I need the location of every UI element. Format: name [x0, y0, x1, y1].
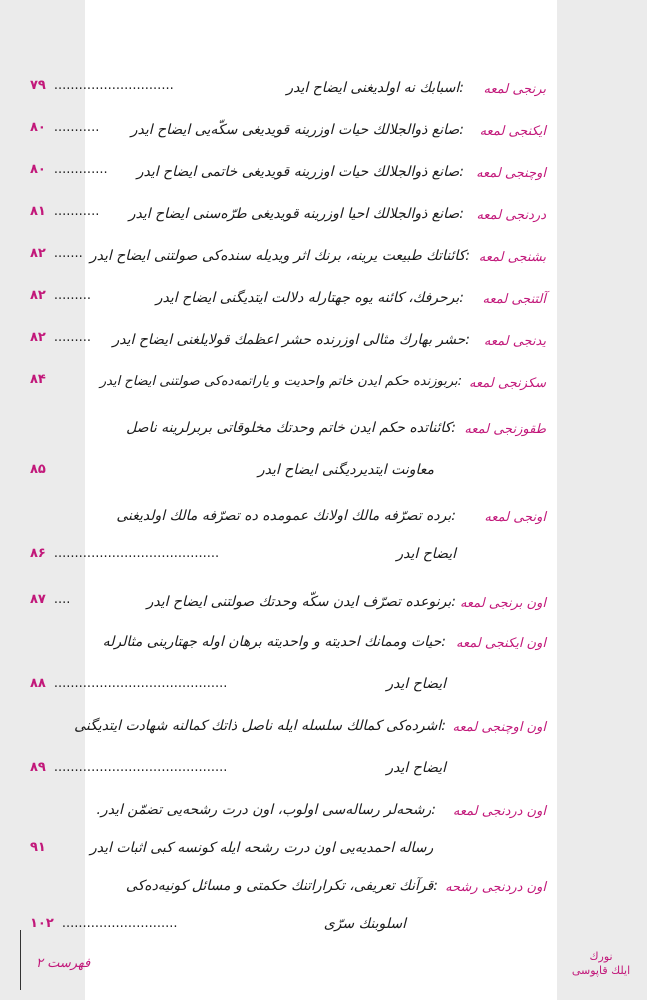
book-title-line2: ایلك قاپوسی [571, 964, 631, 977]
toc-entry[interactable] [30, 288, 546, 318]
page-leader [30, 840, 54, 855]
toc-entry[interactable] [30, 372, 546, 402]
page-number: ۸۲ [30, 246, 46, 261]
page-leader: ۸۰ ............. [30, 162, 108, 177]
book-title [565, 950, 637, 978]
page-number: ۸۴ [30, 372, 46, 387]
page-number: ۸۲ [30, 288, 46, 303]
toc-entry[interactable] [30, 162, 546, 192]
page-number: ۸۲ [30, 330, 46, 345]
page-leader: ۸۶ ........................................ [30, 546, 220, 561]
footer-page-number: ۲ [36, 956, 43, 971]
page-leader: ۸۱ ........... [30, 204, 100, 219]
entry-text: :صانع ذوالجلالك حیات اوزرینه قویدیغی خاتمی ایضاح ایدر [136, 164, 464, 180]
entry-label: آلتنجی لمعه [482, 292, 546, 307]
entry-label: برنجی لمعه [483, 82, 546, 97]
page-leader: ۱۰۲ ............................ [30, 916, 178, 931]
toc-entry[interactable] [30, 204, 546, 234]
page-leader: ۸۰ ........... [30, 120, 100, 135]
page-leader: ۷۹ ............................. [30, 78, 174, 93]
toc-entry[interactable] [30, 800, 546, 870]
page-number: ۸۸ [30, 676, 46, 691]
footer-divider [20, 930, 21, 990]
entry-text: :اشرده‌كی كمالك سلسله ایله ناصل ذاتك كمالنه شهادت ایتدیگنی [74, 718, 446, 734]
entry-text: :صانع ذوالجلالك احیا اوزرینه قویدیغی طرّه‌سنی ایضاح ایدر [128, 206, 464, 222]
page-leader: ۸۷ .... [30, 592, 71, 607]
page-number: ۸۰ [30, 120, 46, 135]
page-leader: ۸۹ .......................................... [30, 760, 228, 775]
entry-text: :قرآنك تعریفی، تكراراتنك حكمتی و مسائل كونیه‌ده‌كی [125, 878, 438, 894]
entry-label: طقوزنجی لمعه [464, 422, 546, 437]
entry-text: :اسبابك نه اولدیغنی ایضاح ایدر [286, 80, 464, 96]
entry-text: :حیات وممانك احدیته و واحدیته برهان اوله جهتارینی مثالرله [102, 634, 446, 650]
entry-text: :كائناتده حكم ایدن خاتم وحدتك مخلوقاتی بربرلرینه ناصل [126, 420, 456, 436]
page-leader: ۸۸ .......................................... [30, 676, 228, 691]
page-number: ۸۵ [30, 462, 46, 477]
entry-label: اون اوچنجی لمعه [452, 720, 546, 735]
entry-label: سكزنجی لمعه [469, 376, 546, 391]
entry-label: یدنجی لمعه [483, 334, 546, 349]
toc-entry[interactable] [30, 506, 546, 576]
entry-label: اون دردنجی لمعه [452, 804, 546, 819]
toc-entry[interactable] [30, 632, 546, 702]
entry-label: ایكنجی لمعه [479, 124, 546, 139]
page-leader: ۸۲ ......... [30, 288, 92, 303]
page-leader [30, 462, 54, 477]
page-number: ۱۰۲ [30, 916, 54, 931]
entry-label: اون برنجی لمعه [459, 596, 546, 611]
entry-label: اون ایكنجی لمعه [456, 636, 546, 651]
entry-text: :برحرفك، كائنه یوه جهتارله دلالت ایتدیگنی ایضاح ایدر [155, 290, 464, 306]
footer-section-title: فهرست [47, 956, 91, 971]
entry-text: :رشحه‌لر رساله‌سی اولوب، اون درت رشحه‌یی تضمّن ایدر. [96, 802, 436, 818]
page-leader [30, 372, 54, 387]
entry-text-continued: ایضاح ایدر [396, 546, 456, 562]
entry-text-continued: رساله احمدیه‌یی اون درت رشحه ایله كونسه كبی اثبات ایدر [90, 840, 434, 856]
footer-section [28, 956, 90, 971]
entry-text: :برده تصرّفه مالك اولانك عمومده ده تصرّفه مالك اولدیغنی [116, 508, 456, 524]
page-number: ۸۹ [30, 760, 46, 775]
entry-text: :بربوزنده حكم ایدن خاتم واحدیت و یاراتمه‌ده‌كی صولتنی ایضاح ایدر [99, 374, 462, 389]
entry-text: :كائناتك طبیعت یرینه، برنك اثر ویدیله سنده‌كی صولتنی ایضاح ایدر [89, 248, 470, 264]
toc-entry[interactable] [30, 330, 546, 360]
toc-entry[interactable] [30, 592, 546, 622]
page-leader: ۸۲ ......... [30, 330, 92, 345]
toc-entry[interactable] [30, 876, 546, 946]
entry-label: دردنجی لمعه [476, 208, 546, 223]
page-leader: ۸۲ ....... [30, 246, 83, 261]
entry-text-continued: اسلوبنك سرّی [323, 916, 406, 932]
entry-label: اون دردنجی رشحه [445, 880, 546, 895]
entry-text: :برنوعده تصرّف ایدن سكّه وحدتك صولتنی ایضاح ایدر [146, 594, 456, 610]
page-number: ۸۶ [30, 546, 46, 561]
entry-text: :حشر بهارك مثالی اوزرنده حشر اعظمك قولایلغنی ایضاح ایدر [112, 332, 470, 348]
page-number: ۸۷ [30, 592, 46, 607]
toc-entry[interactable] [30, 120, 546, 150]
toc-entry[interactable] [30, 246, 546, 276]
entry-text-continued: ایضاح ایدر [386, 760, 446, 776]
toc-entry[interactable] [30, 716, 546, 786]
toc-entry[interactable] [30, 418, 546, 488]
entry-text-continued: معاونت ایتدیردیگنی ایضاح ایدر [257, 462, 434, 478]
page-number: ۹۱ [30, 840, 46, 855]
entry-text: :صانع ذوالجلالك حیات اوزرینه قویدیغی سكّه‌یی ایضاح ایدر [130, 122, 464, 138]
entry-text-continued: ایضاح ایدر [386, 676, 446, 692]
entry-label: اونجی لمعه [484, 510, 546, 525]
toc-entry[interactable] [30, 78, 546, 108]
page-number: ۷۹ [30, 78, 46, 93]
book-title-line1: نورك [589, 950, 613, 963]
entry-label: اوچنجی لمعه [476, 166, 546, 181]
page-number: ۸۰ [30, 162, 46, 177]
entry-label: بشنجی لمعه [478, 250, 546, 265]
page-number: ۸۱ [30, 204, 46, 219]
